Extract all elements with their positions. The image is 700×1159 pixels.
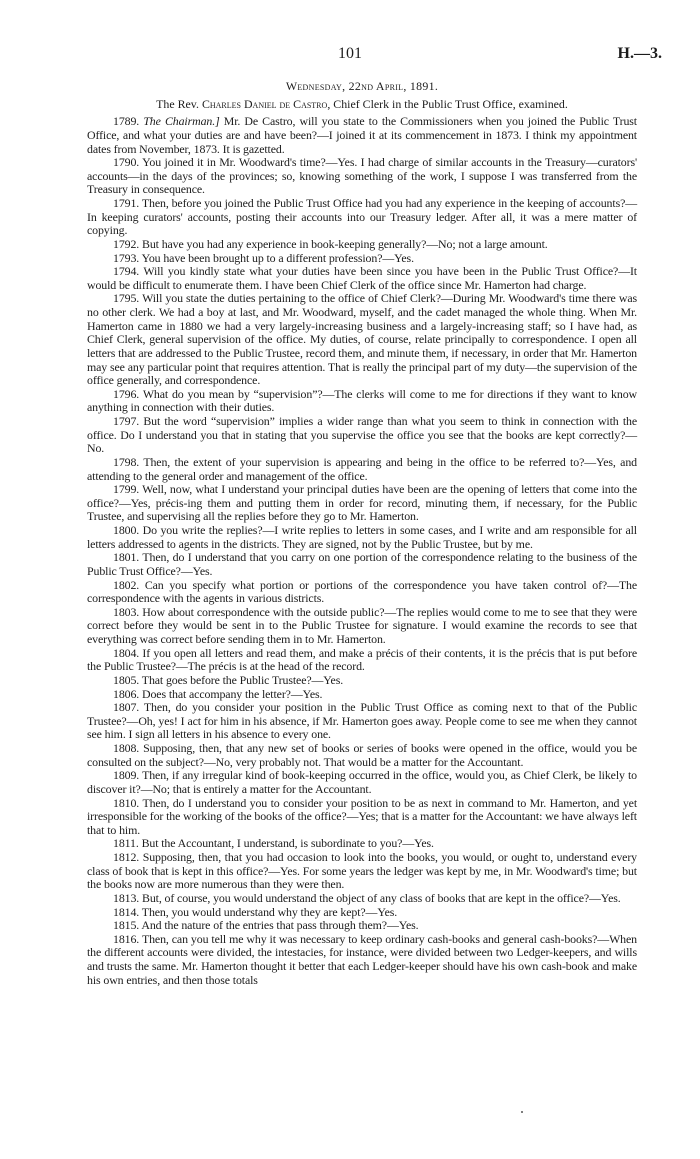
witness-prefix: The Rev. (156, 96, 202, 111)
question-number: 1802. (113, 577, 145, 592)
question-number: 1807. (113, 700, 144, 715)
ink-speck (521, 1111, 523, 1113)
testimony-entry (87, 388, 637, 415)
question-answer-text: Mr. De Castro, will you state to the Commissioners when you joined the Public Trust Office, and what your duties are and have been?—I joined it at its commencement in 1873. I think my appointment dates from November, 1873. It is gazetted. (87, 114, 637, 156)
question-answer-text: But the Accountant, I understand, is subordinate to you?—Yes. (141, 836, 434, 851)
question-number: 1801. (113, 550, 143, 565)
question-answer-text: You have been brought up to a different profession?—Yes. (141, 250, 414, 265)
question-answer-text: But, of course, you would understand the object of any class of books that are kept in the office?—Yes. (142, 890, 621, 905)
witness-suffix: , Chief Clerk in the Public Trust Office, examined. (327, 96, 568, 111)
testimony-entry (87, 292, 637, 387)
testimony-entry (87, 456, 637, 483)
testimony-entry (87, 906, 637, 920)
question-answer-text: That goes before the Public Trustee?—Yes. (141, 672, 344, 687)
question-number: 1813. (113, 890, 143, 905)
question-answer-text: How about correspondence with the outside public?—The replies would come to me to see that they were correct before they would be sent in to the Public Trustee for signature. I would examine the records to see that everything was correct before sending them in to Mr. Hamerton. (87, 604, 637, 646)
testimony-entry (87, 156, 637, 197)
testimony-entry (87, 524, 637, 551)
question-answer-text: Then, do I understand you to consider your position to be as next in command to Mr. Hamerton, and yet irresponsible for the working of the books of the office?—Yes; that is a matter for the Accountant: we have always left that to him. (87, 795, 637, 837)
question-answer-text: Can you specify what portion or portions of the correspondence you have taken control of?—The correspondence with the agents in various districts. (87, 577, 637, 606)
question-number: 1814. (113, 904, 142, 919)
testimony-entry (87, 933, 637, 988)
question-answer-text: Then, before you joined the Public Trust Office had you had any experience in the keeping of accounts?—In keeping curators' accounts, posting their accounts into our Treasury ledger. After all, it was a mere matter of copying. (87, 196, 638, 238)
testimony-entry (87, 647, 637, 674)
question-number: 1799. (113, 482, 143, 497)
testimony-entry (87, 265, 637, 292)
witness-intro (87, 98, 637, 112)
witness-name: Charles Daniel de Castro (201, 96, 328, 111)
question-number: 1816. (113, 931, 142, 946)
question-answer-text: Does that accompany the letter?—Yes. (142, 686, 323, 701)
testimony-entry (87, 115, 637, 156)
testimony-entry (87, 252, 637, 266)
question-answer-text: Will you kindly state what your duties have been since you have been in the Public Trust Office?—It would be difficult to enumerate them. I have been Chief Clerk of the office since Mr. Hamerton had charge. (87, 264, 637, 292)
question-answer-text: If you open all letters and read them, and make a précis of their contents, it is the précis that is put before the Public Trustee?—The précis is at the head of the record. (87, 645, 637, 674)
question-answer-text: Supposing, then, that you had occasion to look into the books, you would, or ought to, understand every class of book that is kept in this office?—Yes. For some years the ledger was kept by me, in Mr. Woodward's time; but the books now are more numerous than they were then. (87, 850, 637, 892)
question-number: 1794. (113, 264, 144, 279)
question-number: 1795. (113, 291, 143, 306)
question-number: 1806. (113, 686, 143, 701)
question-number: 1812. (113, 850, 143, 864)
question-answer-text: Supposing, then, that any new set of books or series of books were opened in the office, would you be consulted on the subject?—No, very probably not. That would be a matter for the Accountant. (87, 741, 637, 769)
question-number: 1793. (113, 250, 142, 265)
question-number: 1791. (113, 196, 142, 210)
question-answer-text: But have you had any experience in book-keeping generally?—No; not a large amount. (142, 236, 548, 251)
question-answer-text: You joined it in Mr. Woodward's time?—Yes. I had charge of similar accounts in the Treasury—curators' accounts—in the days of the provinces; so, knowing something of the work, I suppose I was transferred from the Treasury in consequence. (87, 155, 637, 197)
testimony-entry (87, 892, 637, 906)
question-answer-text: Then, can you tell me why it was necessary to keep ordinary cash-books and general cash-books?—When the different accounts were divided, the intestacies, for instance, were divided between two Ledger-keepers, and wills and trusts the same. Mr. Hamerton thought it better that each Ledger-keeper should have his own cash-book and make his own entries, and then those totals (87, 931, 637, 987)
testimony-entry (87, 197, 637, 238)
question-number: 1805. (113, 672, 142, 687)
testimony-entry (87, 579, 637, 606)
question-answer-text: Well, now, what I understand your principal duties have been are the opening of letters that come into the office?—Yes, précis-ing them and putting them in order for record, minuting them, if necessary, for the Public Trustee, and supervising all the replies before they go to Mr. Hamerton. (87, 482, 637, 524)
question-answer-text: Then, if any irregular kind of book-keeping occurred in the office, would you, as Chief Clerk, be likely to discover it?—No; that is entirely a matter for the Accountant. (87, 768, 637, 796)
testimony-entry (87, 769, 637, 796)
question-number: 1798. (113, 454, 144, 469)
testimony-entry (87, 851, 637, 892)
document-reference: H.—3. (617, 45, 662, 62)
testimony-entry (87, 919, 637, 933)
question-number: 1797. (113, 414, 144, 428)
testimony-entry (87, 483, 637, 524)
question-answer-text: But the word “supervision” implies a wider range than what you seem to think in connection with the office. Do I understand you that in stating that you supervise the office you see that the books are kept correctly?—No. (87, 414, 637, 456)
question-answer-text: Then, you would understand why they are kept?—Yes. (141, 904, 398, 919)
question-number: 1792. (113, 236, 143, 251)
question-answer-text: And the nature of the entries that pass through them?—Yes. (141, 918, 419, 933)
question-answer-text: Then, do I understand that you carry on one portion of the correspondence relating to the business of the Public Trust Office?—Yes. (87, 550, 637, 578)
question-number: 1811. (113, 836, 142, 851)
question-number: 1789. (113, 114, 144, 129)
question-answer-text: What do you mean by “supervision”?—The clerks will come to me for directions if they want to know anything in connection with their duties. (87, 386, 637, 415)
testimony-entry (87, 837, 637, 851)
question-number: 1815. (113, 918, 142, 933)
question-number: 1803. (113, 604, 143, 619)
question-answer-text: Then, do you consider your position in the Public Trust Office as coming next to that of the Public Trustee?—Oh, yes! I act for him in his absence, if Mr. Hamerton goes away. People come to see me when they cannot see him. I sign all letters in his absence to every one. (87, 700, 637, 742)
testimony-entry (87, 701, 637, 742)
testimony-entry (87, 797, 637, 838)
question-number: 1808. (113, 741, 144, 755)
session-date: Wednesday, 22nd April, 1891. (285, 79, 439, 93)
question-number: 1804. (113, 645, 143, 660)
question-answer-text: Do you write the replies?—I write replies to letters in some cases, and I write and am responsible for all letters addressed to agents in the districts. They are signed, not by the Public Trustee, but by me. (87, 523, 637, 551)
question-number: 1790. (113, 155, 143, 170)
question-number: 1809. (113, 768, 143, 783)
testimony-entry (87, 238, 637, 252)
question-answer-text: Will you state the duties pertaining to the office of Chief Clerk?—During Mr. Woodward's time there was no other clerk. We had a boy at last, and Mr. Woodward, myself, and the cadet managed the whole thing. When Mr. Hamerton came in 1880 we had a very largely-increasing business and a largely-increasing staff; so I have had, as Chief Clerk, general supervision of the office. My duties, of course, relate principally to correspondence. I open all letters that are addressed to the Public Trustee, record them, and minute them, if necessary, in order that Mr. Hamerton may see any particular point that requires attention. That is really the principal part of my duty—the supervision of the office generally, and correspondence. (87, 291, 637, 388)
question-answer-text: Then, the extent of your supervision is appearing and being in the office to be referred to?—Yes, and attending to the general order and management of the office. (87, 454, 637, 483)
page-body (87, 80, 637, 987)
testimony-entries (87, 115, 637, 987)
page-number: 101 (338, 45, 362, 62)
speaker-label: The Chairman.] (143, 114, 220, 129)
question-number: 1796. (113, 386, 143, 401)
testimony-entry (87, 688, 637, 702)
testimony-entry (87, 606, 637, 647)
testimony-entry (87, 415, 637, 456)
testimony-entry (87, 742, 637, 769)
testimony-entry (87, 674, 637, 688)
question-number: 1800. (113, 523, 143, 537)
question-number: 1810. (113, 795, 143, 810)
testimony-entry (87, 551, 637, 578)
